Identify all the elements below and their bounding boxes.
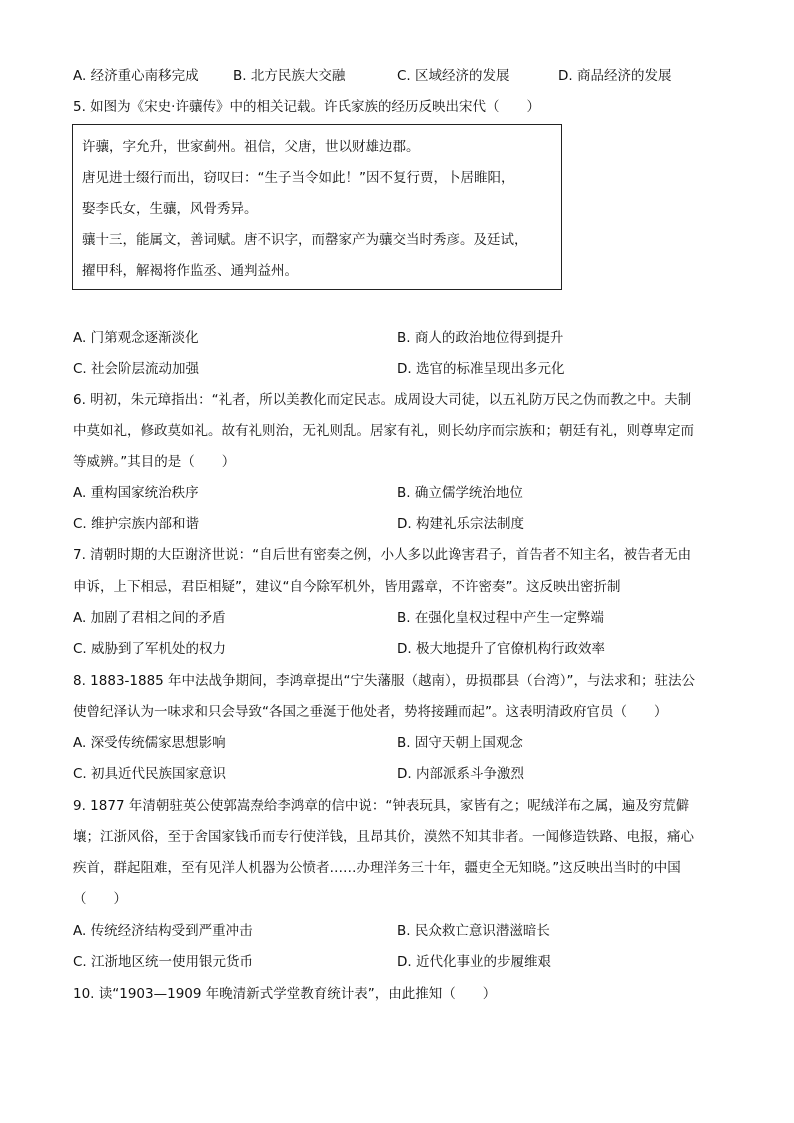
q4-option-c: C. 区域经济的发展	[397, 68, 510, 84]
q4-option-b: B. 北方民族大交融	[233, 68, 346, 84]
q5-option-d: D. 选官的标准呈现出多元化	[397, 361, 565, 377]
q4-option-d: D. 商品经济的发展	[558, 68, 672, 84]
q5-stem: 5. 如图为《宋史·许骧传》中的相关记载。许氏家族的经历反映出宋代（ ）	[73, 99, 540, 115]
q5-quote-line: 骧十三，能属文，善词赋。唐不识字，而罄家产为骧交当时秀彦。及廷试，	[82, 232, 528, 248]
q6-stem-line: 中莫如礼，修政莫如礼。故有礼则治，无礼则乱。居家有礼，则长幼序而宗族和；朝廷有礼，则尊卑定而	[73, 423, 694, 439]
q5-quote-line: 许骧，字允升，世家蓟州。祖信，父唐，世以财雄边郡。	[82, 139, 420, 155]
q6-option-b: B. 确立儒学统治地位	[397, 485, 523, 501]
q9-stem-line: 疾首，群起阻难，至有见洋人机器为公愤者……办理洋务三十年，疆吏全无知晓。”这反映出当时的中国	[73, 860, 681, 876]
q7-stem-line: 申诉，上下相忌，君臣相疑”，建议“自今除军机外，皆用露章，不许密奏”。这反映出密折制	[73, 579, 621, 595]
q8-stem-line: 使曾纪泽认为一味求和只会导致“各国之垂涎于他处者，势将接踵而起”。这表明清政府官员（ ）	[73, 704, 668, 720]
q9-option-c: C. 江浙地区统一使用银元货币	[73, 954, 254, 970]
q7-option-b: B. 在强化皇权过程中产生一定弊端	[397, 610, 604, 626]
q7-option-c: C. 威胁到了军机处的权力	[73, 641, 227, 657]
q5-option-b: B. 商人的政治地位得到提升	[397, 330, 564, 346]
q8-stem-line: 8. 1883-1885 年中法战争期间，李鸿章提出“宁失藩服（越南），毋损郡县（台湾）”，与法求和；驻法公	[73, 673, 696, 689]
q9-option-a: A. 传统经济结构受到严重冲击	[73, 923, 253, 939]
q8-option-d: D. 内部派系斗争激烈	[397, 766, 524, 782]
q5-option-c: C. 社会阶层流动加强	[73, 361, 200, 377]
q9-stem-line: 9. 1877 年清朝驻英公使郭嵩焘给李鸿章的信中说：“钟表玩具，家皆有之；呢绒洋布之属，遍及穷荒僻	[73, 798, 690, 814]
q9-option-b: B. 民众救亡意识潜滋暗长	[397, 923, 550, 939]
q5-option-a: A. 门第观念逐渐淡化	[73, 330, 199, 346]
q6-stem-line: 6. 明初，朱元璋指出：“礼者，所以美教化而定民志。成周设大司徒，以五礼防万民之伪而教之中。夫制	[73, 392, 692, 408]
q9-stem-line: 壤；江浙风俗，至于舍国家钱币而专行使洋钱，且昂其价，漠然不知其非者。一闻修造铁路、电报，痛心	[73, 829, 694, 845]
q7-stem-line: 7. 清朝时期的大臣谢济世说：“自后世有密奏之例，小人多以此谗害君子，首告者不知主名，被告者无由	[73, 547, 692, 563]
q7-option-a: A. 加剧了君相之间的矛盾	[73, 610, 226, 626]
q9-stem-line: （ ）	[73, 891, 127, 907]
q5-quote-box	[72, 124, 562, 290]
q9-option-d: D. 近代化事业的步履维艰	[397, 954, 551, 970]
q6-option-d: D. 构建礼乐宗法制度	[397, 516, 524, 532]
q10-stem: 10. 读“1903—1909 年晚清新式学堂教育统计表”，由此推知（ ）	[73, 986, 497, 1002]
q5-quote-line: 擢甲科，解褐将作监丞、通判益州。	[82, 263, 298, 279]
q6-option-a: A. 重构国家统治秩序	[73, 485, 199, 501]
q6-stem-line: 等威辨。”其目的是（ ）	[73, 454, 236, 470]
q5-quote-line: 娶李氏女，生骧，风骨秀异。	[82, 201, 258, 217]
q4-option-a: A. 经济重心南移完成	[73, 68, 199, 84]
q7-option-d: D. 极大地提升了官僚机构行政效率	[397, 641, 605, 657]
q8-option-c: C. 初具近代民族国家意识	[73, 766, 227, 782]
q8-option-b: B. 固守天朝上国观念	[397, 735, 523, 751]
q6-option-c: C. 维护宗族内部和谐	[73, 516, 200, 532]
q8-option-a: A. 深受传统儒家思想影响	[73, 735, 226, 751]
q5-quote-line: 唐见进士缀行而出，窃叹曰：“生子当令如此！”因不复行贾，卜居睢阳，	[82, 170, 515, 186]
